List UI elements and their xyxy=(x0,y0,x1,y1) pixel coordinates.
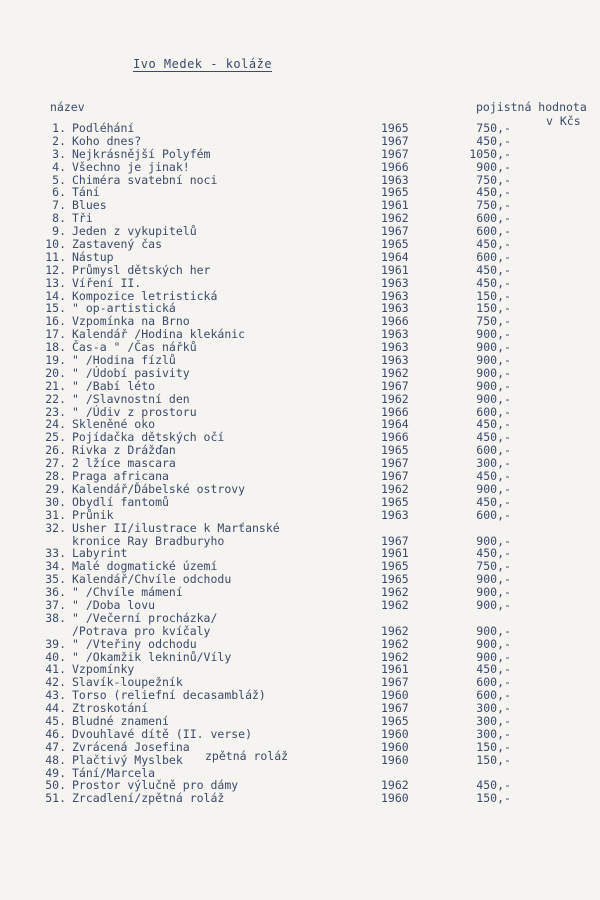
item-year: 1965 xyxy=(381,559,409,574)
item-title: Rivka z Drážďan xyxy=(72,443,176,458)
item-title: " /Babí léto xyxy=(72,378,156,393)
item-number: 26. xyxy=(45,443,66,458)
item-number: 50. xyxy=(45,778,66,793)
item-number: 5. xyxy=(52,172,66,187)
page-title: Ivo Medek - koláže xyxy=(133,57,273,71)
item-year: 1960 xyxy=(381,726,409,741)
item-year: 1963 xyxy=(381,340,409,355)
item-value-dash: - xyxy=(504,314,511,329)
item-year: 1967 xyxy=(381,224,409,239)
item-number: 8. xyxy=(52,211,66,226)
item-number: 51. xyxy=(45,791,66,806)
item-title: Malé dogmatické území xyxy=(72,559,218,574)
item-year: 1967 xyxy=(381,378,409,393)
item-title: " /Okamžik lekninů/Víly xyxy=(72,649,232,664)
item-value-dash: - xyxy=(504,597,511,612)
item-title: Kompozice letristická xyxy=(72,288,218,303)
item-number: 17. xyxy=(45,327,66,342)
list-item xyxy=(0,135,600,148)
item-title: " /Doba lovu xyxy=(72,597,156,612)
item-value: 450, xyxy=(476,778,504,793)
item-year: 1966 xyxy=(381,314,409,329)
item-number: 22. xyxy=(45,391,66,406)
bracket-note: zpětná roláž xyxy=(205,749,289,763)
item-title: " /Chvíle mámení xyxy=(72,585,183,600)
item-value-dash: - xyxy=(504,636,511,651)
item-value-dash: - xyxy=(504,456,511,471)
item-title: " /Údiv z prostoru xyxy=(72,404,197,419)
item-year: 1967 xyxy=(381,701,409,716)
item-value: 900, xyxy=(476,159,504,174)
item-year: 1967 xyxy=(381,469,409,484)
item-value-dash: - xyxy=(504,688,511,703)
item-title: Vzpomínky xyxy=(72,662,135,677)
item-title: Zvrácená Josefina xyxy=(72,739,190,754)
item-value: 900, xyxy=(476,327,504,342)
item-value: 600, xyxy=(476,404,504,419)
item-value-dash: - xyxy=(504,507,511,522)
item-year: 1963 xyxy=(381,275,409,290)
column-header-unit: v Kčs xyxy=(546,114,581,128)
item-number: 45. xyxy=(45,713,66,728)
item-value: 450, xyxy=(476,262,504,277)
item-title: Zastavený čas xyxy=(72,237,163,252)
item-year: 1962 xyxy=(381,585,409,600)
item-value: 900, xyxy=(476,585,504,600)
item-number: 33. xyxy=(45,546,66,561)
item-number: 38. xyxy=(45,610,66,625)
item-value-dash: - xyxy=(504,365,511,380)
item-value-dash: - xyxy=(504,121,511,135)
list-item xyxy=(0,754,600,767)
item-value: 600, xyxy=(476,675,504,690)
list-item xyxy=(0,599,600,612)
item-value-dash: - xyxy=(504,726,511,741)
item-title: Praga africana xyxy=(72,469,169,484)
item-number: 2. xyxy=(52,133,66,148)
item-number: 1. xyxy=(52,121,66,135)
item-value-dash: - xyxy=(504,649,511,664)
item-title: Tání xyxy=(72,185,100,200)
item-number: 6. xyxy=(52,185,66,200)
item-year: 1966 xyxy=(381,159,409,174)
item-number: 11. xyxy=(45,249,66,264)
item-title: Zrcadlení/zpětná roláž xyxy=(72,791,225,806)
item-title: kronice Ray Bradburyho xyxy=(72,533,225,548)
item-number: 41. xyxy=(45,662,66,677)
item-title: Dvouhlavé dítě (II. verse) xyxy=(72,726,253,741)
item-value: 450, xyxy=(476,430,504,445)
item-value: 300, xyxy=(476,701,504,716)
item-year: 1963 xyxy=(381,301,409,316)
item-title: Bludné znamení xyxy=(72,713,169,728)
item-value: 900, xyxy=(476,649,504,664)
item-value: 150, xyxy=(476,739,504,754)
item-number: 46. xyxy=(45,726,66,741)
item-title: Víření II. xyxy=(72,275,142,290)
item-number: 37. xyxy=(45,597,66,612)
list-item xyxy=(0,161,600,174)
list-item xyxy=(0,148,600,161)
item-value: 450, xyxy=(476,237,504,252)
item-value-dash: - xyxy=(504,572,511,587)
item-value: 450, xyxy=(476,185,504,200)
item-year: 1967 xyxy=(381,146,409,161)
item-number: 29. xyxy=(45,481,66,496)
item-title: " /Slavnostní den xyxy=(72,391,190,406)
item-year: 1965 xyxy=(381,713,409,728)
item-value-dash: - xyxy=(504,211,511,226)
item-value-dash: - xyxy=(504,739,511,754)
item-value: 600, xyxy=(476,443,504,458)
item-title: Pojídačka dětských očí xyxy=(72,430,225,445)
item-value: 900, xyxy=(476,378,504,393)
item-title: Usher II/ilustrace k Marťanské xyxy=(72,520,280,535)
item-value: 900, xyxy=(476,572,504,587)
item-value-dash: - xyxy=(504,713,511,728)
item-value-dash: - xyxy=(504,675,511,690)
item-title: Blues xyxy=(72,198,107,213)
item-number: 20. xyxy=(45,365,66,380)
item-number: 12. xyxy=(45,262,66,277)
item-value-dash: - xyxy=(504,353,511,368)
item-title: Vzpomínka na Brno xyxy=(72,314,190,329)
item-number: 44. xyxy=(45,701,66,716)
item-value: 1050, xyxy=(469,146,504,161)
item-title: Všechno je jinak! xyxy=(72,159,190,174)
item-value-dash: - xyxy=(504,301,511,316)
item-value-dash: - xyxy=(504,340,511,355)
item-value-dash: - xyxy=(504,275,511,290)
item-title: Torso (reliefní decasambláž) xyxy=(72,688,266,703)
item-value: 150, xyxy=(476,288,504,303)
list-item xyxy=(0,380,600,393)
item-value: 300, xyxy=(476,726,504,741)
item-year: 1961 xyxy=(381,662,409,677)
list-item xyxy=(0,393,600,406)
item-year: 1967 xyxy=(381,675,409,690)
item-value: 450, xyxy=(476,469,504,484)
item-number: 34. xyxy=(45,559,66,574)
item-title: " /Večerní procházka/ xyxy=(72,610,218,625)
item-number: 40. xyxy=(45,649,66,664)
item-value: 600, xyxy=(476,224,504,239)
item-title: /Potrava pro kvíčaly xyxy=(72,623,211,638)
item-year: 1964 xyxy=(381,249,409,264)
item-year: 1960 xyxy=(381,688,409,703)
item-value: 900, xyxy=(476,597,504,612)
item-title: Jeden z vykupitelů xyxy=(72,224,197,239)
item-title: Koho dnes? xyxy=(72,133,142,148)
item-number: 28. xyxy=(45,469,66,484)
item-number: 10. xyxy=(45,237,66,252)
item-title: Chiméra svatební noci xyxy=(72,172,218,187)
list-item xyxy=(0,625,600,638)
list-item xyxy=(0,522,600,535)
item-year: 1962 xyxy=(381,481,409,496)
item-year: 1960 xyxy=(381,791,409,806)
item-title: Obydlí fantomů xyxy=(72,494,169,509)
item-value: 150, xyxy=(476,791,504,806)
item-value-dash: - xyxy=(504,494,511,509)
item-title: Průmysl dětských her xyxy=(72,262,211,277)
item-value: 450, xyxy=(476,133,504,148)
item-value: 450, xyxy=(476,275,504,290)
item-number: 18. xyxy=(45,340,66,355)
item-title: 2 lžíce mascara xyxy=(72,456,176,471)
list-item xyxy=(0,715,600,728)
list-item xyxy=(0,264,600,277)
item-number: 27. xyxy=(45,456,66,471)
item-number: 30. xyxy=(45,494,66,509)
item-year: 1960 xyxy=(381,752,409,767)
item-year: 1961 xyxy=(381,546,409,561)
item-value-dash: - xyxy=(504,778,511,793)
item-year: 1965 xyxy=(381,494,409,509)
item-year: 1962 xyxy=(381,623,409,638)
item-title: Plačtivý Myslbek xyxy=(72,752,183,767)
item-year: 1967 xyxy=(381,133,409,148)
item-number: 35. xyxy=(45,572,66,587)
item-value-dash: - xyxy=(504,378,511,393)
item-value: 900, xyxy=(476,340,504,355)
item-value-dash: - xyxy=(504,159,511,174)
item-year: 1965 xyxy=(381,185,409,200)
item-value-dash: - xyxy=(504,327,511,342)
item-number: 7. xyxy=(52,198,66,213)
item-year: 1962 xyxy=(381,391,409,406)
item-value: 600, xyxy=(476,507,504,522)
item-value-dash: - xyxy=(504,430,511,445)
item-value: 150, xyxy=(476,752,504,767)
item-year: 1962 xyxy=(381,365,409,380)
item-year: 1962 xyxy=(381,778,409,793)
list-item xyxy=(0,509,600,522)
item-number: 9. xyxy=(52,224,66,239)
item-title: Nejkrásnější Polyfém xyxy=(72,146,211,161)
item-title: Tání/Marcela xyxy=(72,765,156,780)
item-year: 1962 xyxy=(381,597,409,612)
item-number: 16. xyxy=(45,314,66,329)
list-item xyxy=(0,496,600,509)
list-item xyxy=(0,277,600,290)
item-value-dash: - xyxy=(504,237,511,252)
item-value: 450, xyxy=(476,546,504,561)
item-number: 24. xyxy=(45,417,66,432)
item-value-dash: - xyxy=(504,481,511,496)
item-number: 31. xyxy=(45,507,66,522)
list-item xyxy=(0,367,600,380)
item-number: 43. xyxy=(45,688,66,703)
collage-list xyxy=(0,122,600,805)
item-value: 900, xyxy=(476,533,504,548)
item-value: 900, xyxy=(476,636,504,651)
item-year: 1966 xyxy=(381,404,409,419)
item-year: 1963 xyxy=(381,507,409,522)
list-item xyxy=(0,728,600,741)
item-value: 300, xyxy=(476,456,504,471)
item-year: 1962 xyxy=(381,649,409,664)
column-header-name: název xyxy=(50,100,85,114)
item-value: 900, xyxy=(476,353,504,368)
item-title: Čas-a " /Čas nářků xyxy=(72,340,197,355)
item-year: 1963 xyxy=(381,353,409,368)
item-value: 750, xyxy=(476,314,504,329)
item-title: Kalendář/Ďábelské ostrovy xyxy=(72,481,246,496)
item-number: 14. xyxy=(45,288,66,303)
item-value-dash: - xyxy=(504,417,511,432)
list-item xyxy=(0,483,600,496)
item-number: 23. xyxy=(45,404,66,419)
list-item xyxy=(0,792,600,805)
item-year: 1967 xyxy=(381,533,409,548)
item-value: 900, xyxy=(476,623,504,638)
list-item xyxy=(0,354,600,367)
item-value: 600, xyxy=(476,249,504,264)
item-value-dash: - xyxy=(504,623,511,638)
item-year: 1963 xyxy=(381,288,409,303)
item-number: 25. xyxy=(45,430,66,445)
item-value-dash: - xyxy=(504,533,511,548)
item-value: 750, xyxy=(476,198,504,213)
item-number: 49. xyxy=(45,765,66,780)
item-number: 47. xyxy=(45,739,66,754)
item-value: 450, xyxy=(476,494,504,509)
item-title: Skleněné oko xyxy=(72,417,156,432)
item-number: 19. xyxy=(45,353,66,368)
item-value: 300, xyxy=(476,713,504,728)
item-value-dash: - xyxy=(504,752,511,767)
item-number: 42. xyxy=(45,675,66,690)
item-title: Slavík-loupežník xyxy=(72,675,183,690)
list-item xyxy=(0,251,600,264)
item-title: Tři xyxy=(72,211,93,226)
item-value-dash: - xyxy=(504,404,511,419)
item-year: 1962 xyxy=(381,211,409,226)
item-value-dash: - xyxy=(504,443,511,458)
item-value-dash: - xyxy=(504,288,511,303)
item-value: 450, xyxy=(476,662,504,677)
item-value: 150, xyxy=(476,301,504,316)
item-value: 900, xyxy=(476,481,504,496)
item-value-dash: - xyxy=(504,585,511,600)
item-number: 32. xyxy=(45,520,66,535)
item-number: 21. xyxy=(45,378,66,393)
list-item xyxy=(0,238,600,251)
item-title: " /Hodina fízlů xyxy=(72,353,176,368)
item-title: Ztroskotání xyxy=(72,701,149,716)
item-number: 36. xyxy=(45,585,66,600)
item-year: 1965 xyxy=(381,443,409,458)
item-value-dash: - xyxy=(504,546,511,561)
item-value: 450, xyxy=(476,417,504,432)
item-year: 1963 xyxy=(381,172,409,187)
list-item xyxy=(0,638,600,651)
item-value: 750, xyxy=(476,121,504,135)
item-number: 4. xyxy=(52,159,66,174)
item-value-dash: - xyxy=(504,701,511,716)
item-number: 39. xyxy=(45,636,66,651)
item-value-dash: - xyxy=(504,224,511,239)
item-value: 750, xyxy=(476,559,504,574)
item-title: Prostor výlučně pro dámy xyxy=(72,778,239,793)
item-value: 900, xyxy=(476,365,504,380)
item-number: 13. xyxy=(45,275,66,290)
item-year: 1966 xyxy=(381,430,409,445)
item-year: 1965 xyxy=(381,121,409,135)
item-value-dash: - xyxy=(504,662,511,677)
item-title: Labyrint xyxy=(72,546,128,561)
item-value-dash: - xyxy=(504,172,511,187)
item-value: 900, xyxy=(476,391,504,406)
list-item xyxy=(0,741,600,754)
item-value-dash: - xyxy=(504,249,511,264)
item-year: 1963 xyxy=(381,327,409,342)
item-title: " /Údobí pasivity xyxy=(72,365,190,380)
item-value-dash: - xyxy=(504,791,511,806)
item-number: 3. xyxy=(52,146,66,161)
item-year: 1961 xyxy=(381,198,409,213)
item-title: Průnik xyxy=(72,507,114,522)
item-year: 1960 xyxy=(381,739,409,754)
item-year: 1961 xyxy=(381,262,409,277)
item-title: Kalendář/Chvíle odchodu xyxy=(72,572,232,587)
column-header-value: pojistná hodnota xyxy=(476,100,587,114)
item-value-dash: - xyxy=(504,185,511,200)
item-title: " /Vteřiny odchodu xyxy=(72,636,197,651)
item-value-dash: - xyxy=(504,146,511,161)
item-year: 1962 xyxy=(381,636,409,651)
list-item xyxy=(0,122,600,135)
item-value-dash: - xyxy=(504,198,511,213)
item-title: Kalendář /Hodina klekánic xyxy=(72,327,246,342)
item-value: 750, xyxy=(476,172,504,187)
item-value-dash: - xyxy=(504,469,511,484)
item-value-dash: - xyxy=(504,391,511,406)
item-value-dash: - xyxy=(504,262,511,277)
item-title: Podléhání xyxy=(72,121,135,135)
item-year: 1965 xyxy=(381,237,409,252)
item-year: 1964 xyxy=(381,417,409,432)
item-number: 48. xyxy=(45,752,66,767)
item-year: 1965 xyxy=(381,572,409,587)
item-title: " op-artistická xyxy=(72,301,176,316)
item-year: 1967 xyxy=(381,456,409,471)
list-item xyxy=(0,612,600,625)
item-title: Nástup xyxy=(72,249,114,264)
item-value-dash: - xyxy=(504,133,511,148)
item-value: 600, xyxy=(476,211,504,226)
item-value-dash: - xyxy=(504,559,511,574)
list-item xyxy=(0,470,600,483)
item-number: 15. xyxy=(45,301,66,316)
item-value: 600, xyxy=(476,688,504,703)
